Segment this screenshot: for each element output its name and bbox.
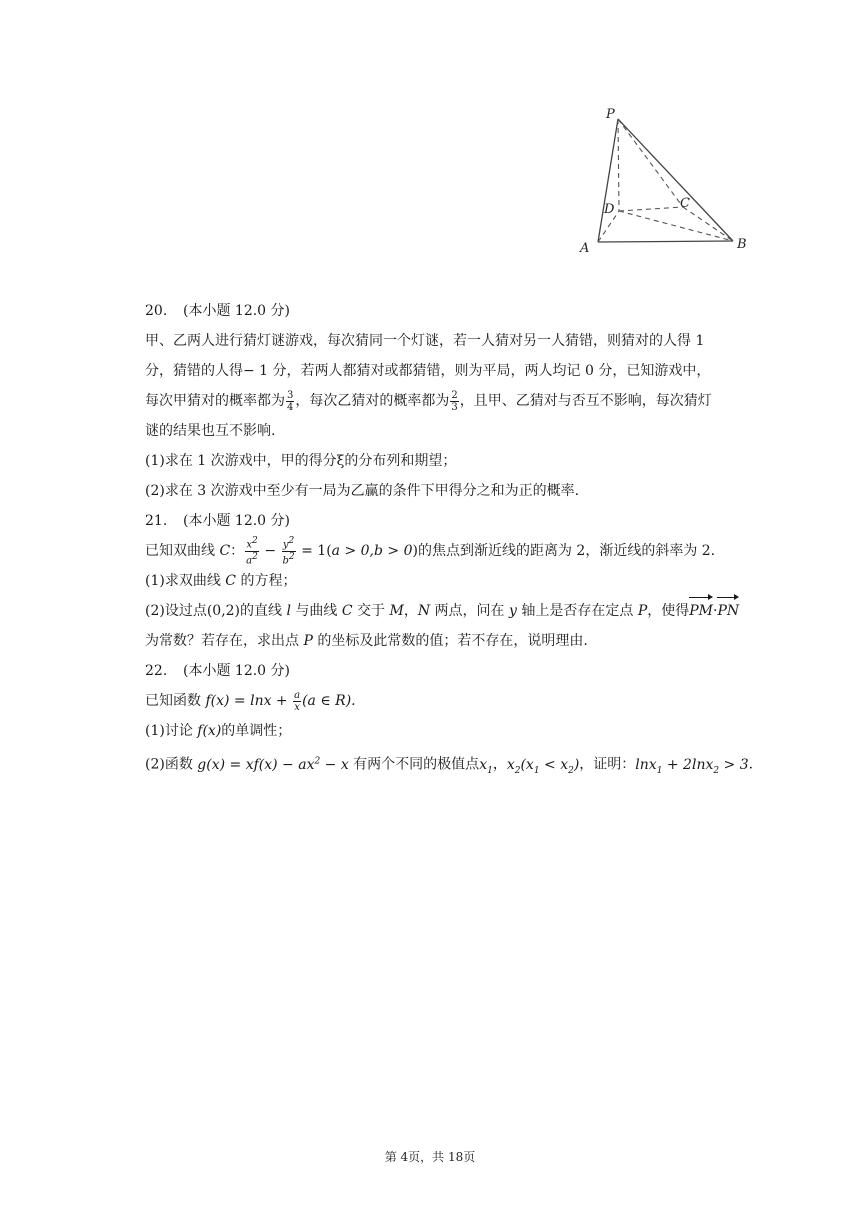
math-var: C: [219, 543, 231, 559]
math-span: a > 0,b > 0: [331, 543, 413, 559]
q20-part-2: (2)求在 3 次游戏中至少有一局为乙赢的条件下甲得分之和为正的概率.: [145, 483, 580, 499]
vector-PM: PM: [689, 596, 713, 626]
text-span: ：: [230, 543, 245, 559]
questions: [145, 296, 765, 785]
math-text: > 3: [719, 756, 749, 773]
math-var: P: [637, 603, 648, 619]
math-text: g(x) = xf(x) − ax: [197, 756, 315, 773]
fraction-a-x: [293, 690, 301, 713]
text-span: 已知函数: [145, 693, 206, 709]
math-text: ): [573, 756, 580, 773]
text-span: ，使得: [647, 603, 690, 619]
math-var: N: [417, 603, 431, 619]
math-var: C: [341, 603, 353, 619]
text-span: 交于: [352, 603, 390, 619]
math-text: x: [479, 756, 488, 773]
math-span: f(x): [197, 723, 222, 739]
text-span: )的焦点到渐近线的距离为 2，渐近线的斜率为 2.: [412, 543, 716, 559]
label-A: A: [580, 241, 590, 256]
math-var: C: [225, 573, 236, 589]
q20-text-line: 谜的结果也互不影响.: [145, 423, 276, 439]
text-span: (2)函数: [145, 756, 198, 773]
q21-part-1: [145, 566, 765, 596]
q20-text-line: 甲、乙两人进行猜灯谜游戏，每次猜同一个灯谜，若一人猜对另一人猜错，则猜对的人得 1: [145, 333, 705, 349]
text-span: = 1(: [296, 543, 332, 559]
fraction-x2-a2: [245, 536, 259, 566]
question-20-header: [145, 296, 765, 326]
pyramid-diagram: [570, 100, 760, 260]
question-number: 22.: [145, 663, 168, 679]
math-text: x: [506, 756, 515, 773]
text-span: (1)讨论: [145, 723, 198, 739]
math-text: (x: [520, 756, 534, 773]
text-span: 的方程；: [236, 573, 297, 589]
q22-part-1: [145, 716, 765, 746]
q21-part-2: [145, 596, 765, 626]
math-span: (a ∈ R).: [302, 693, 356, 709]
math-span: lnx$_1$ + 2lnx$_2$ > 3: [635, 756, 749, 776]
q20-text-line: [145, 386, 765, 416]
q21-part-2-cont: [145, 626, 765, 656]
q21-text-line: 已知双曲线 C： $\frac{x^2}{a^2}$ − $\frac{y^2}{b^2}$ = 1(a > 0,b > 0)的焦点到渐近线的距离为 2，渐近线的斜率为 2.: [145, 536, 716, 566]
denominator: $b^2$: [282, 551, 295, 566]
math-text: < x: [539, 756, 569, 773]
page-footer: 第 4页，共 18页: [384, 1150, 476, 1164]
text-span: .: [748, 756, 754, 773]
label-C: C: [680, 196, 690, 211]
question-score: (本小题 12.0 分): [183, 663, 290, 679]
fraction-3-4: [286, 390, 294, 413]
label-D: D: [604, 202, 615, 217]
math-span: $x_2(x_1 < x_2)$: [506, 756, 580, 776]
text-span: 轴上是否存在定点: [516, 603, 638, 619]
math-var: M: [389, 603, 404, 619]
math-span: $g(x) = xf(x) - ax^2 - x$: [197, 756, 349, 773]
denominator: x: [294, 701, 300, 713]
text-span: (1)求双曲线: [145, 573, 226, 589]
text-span: ·: [713, 603, 718, 619]
label-B: B: [737, 237, 747, 252]
pyramid-figure: [570, 100, 760, 260]
question-score: (本小题 12.0 分): [183, 303, 290, 319]
question-number: 21.: [145, 513, 168, 529]
math-var: P: [303, 633, 313, 649]
numerator: $y^2$: [282, 536, 295, 551]
question-score: (本小题 12.0 分): [183, 513, 290, 529]
math-var: y: [509, 603, 517, 619]
label-P: P: [606, 107, 615, 122]
math-text: − x: [320, 756, 349, 773]
text-span: ，: [403, 603, 418, 619]
q20-part-1: (1)求在 1 次游戏中，甲的得分ξ的分布列和期望；: [145, 453, 457, 469]
denominator: 4: [287, 401, 294, 413]
question-21-header: [145, 506, 765, 536]
text-span: ，且甲、乙猜对与否互不影响，每次猜灯: [459, 393, 712, 409]
q20-text-line: 分，猜错的人得− 1 分，若两人都猜对或都猜错，则为平局，两人均记 0 分，已知游戏中，: [145, 363, 711, 379]
text-span: 的单调性；: [221, 723, 292, 739]
text-span: 的坐标及此常数的值；若不存在，说明理由.: [312, 633, 588, 649]
text-span: 有两个不同的极值点: [348, 756, 480, 773]
text-span: 与曲线: [290, 603, 342, 619]
text-span: (2)设过点(0,2)的直线: [145, 603, 287, 619]
numerator: a: [294, 689, 301, 701]
numerator: $x^2$: [246, 536, 258, 551]
q22-part-2: (2)函数 $g(x) = xf(x) - ax^2 - x$ 有两个不同的极值点$x_1$，$x_2(x_1 < x_2)$，证明：lnx$_1$ + 2lnx$_2$ > 3.: [145, 756, 754, 776]
text-span: ，每次乙猜对的概率都为: [295, 393, 450, 409]
text-span: 每次甲猜对的概率都为: [145, 393, 285, 409]
fraction-y2-b2: [282, 536, 296, 566]
numerator: 2: [451, 389, 458, 401]
question-number: 20.: [145, 303, 168, 319]
text-span: ，证明：: [579, 756, 636, 773]
text-span: 已知双曲线: [145, 543, 220, 559]
numerator: 3: [287, 389, 294, 401]
math-span: $x_1$: [479, 756, 493, 776]
text-span: 为常数？若存在，求出点: [145, 633, 304, 649]
math-text: lnx: [635, 756, 657, 773]
denominator: 3: [451, 401, 458, 413]
question-22-header: [145, 656, 765, 686]
math-span: f(x) = lnx +: [205, 693, 293, 709]
fraction-2-3: [450, 390, 458, 413]
math-text: + 2lnx: [662, 756, 714, 773]
text-span: 两点，问在: [430, 603, 509, 619]
vector-PN: PN: [717, 596, 739, 626]
denominator: $a^2$: [246, 551, 258, 566]
q22-text-line: [145, 686, 765, 716]
math-var: l: [286, 603, 291, 619]
